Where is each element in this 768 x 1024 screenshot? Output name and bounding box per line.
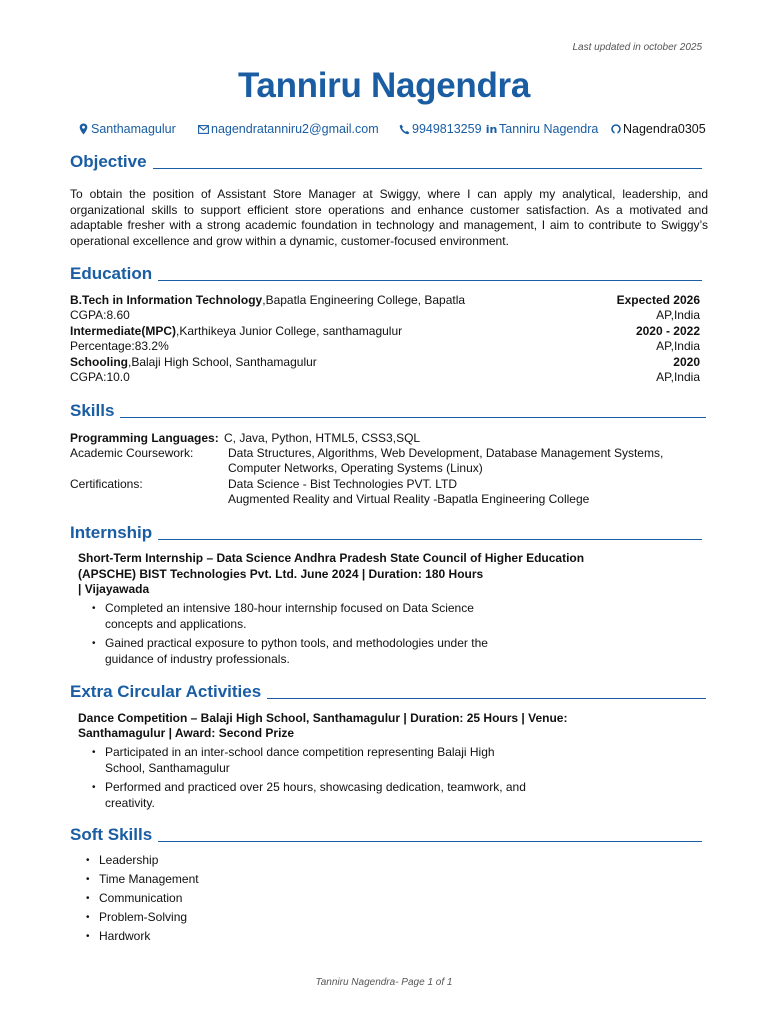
education-entry bbox=[70, 355, 700, 371]
last-updated: Last updated in october 2025 bbox=[572, 42, 702, 53]
education-entry-detail bbox=[70, 308, 700, 324]
education-institution: ,Karthikeya Junior College, santhamagulur bbox=[176, 324, 403, 338]
skills-certification-line: Data Science - Bist Technologies PVT. LTD bbox=[228, 477, 457, 491]
list-item: • Time Management bbox=[86, 872, 386, 888]
education-degree: Schooling bbox=[70, 355, 128, 369]
education-institution-line bbox=[70, 324, 402, 340]
education-location: AP,India bbox=[656, 308, 700, 322]
list-item: • Problem-Solving bbox=[86, 910, 386, 926]
list-item: • Gained practical exposure to python tools, and methodologies under the guidance of industry professionals. bbox=[92, 636, 512, 667]
github-icon bbox=[610, 123, 621, 135]
objective-heading-text: Objective bbox=[70, 152, 147, 171]
skills-heading bbox=[70, 401, 706, 421]
extra-bullets bbox=[92, 745, 532, 815]
page-footer: Tanniru Nagendra- Page 1 of 1 bbox=[315, 977, 453, 988]
skills-coursework-line: Computer Networks, Operating Systems (Linux) bbox=[228, 461, 483, 475]
education-entry-detail bbox=[70, 370, 700, 386]
education-institution: ,Balaji High School, Santhamagulur bbox=[128, 355, 317, 369]
skills-certification-line: Augmented Reality and Virtual Reality -Bapatla Engineering College bbox=[228, 492, 590, 506]
education-institution-line bbox=[70, 293, 465, 309]
internship-title-line: (APSCHE) BIST Technologies Pvt. Ltd. June 2024 | Duration: 180 Hours bbox=[78, 567, 484, 581]
education-date: 2020 bbox=[673, 355, 700, 369]
education-score: CGPA:10.0 bbox=[70, 370, 130, 384]
education-entry bbox=[70, 293, 700, 309]
linkedin-icon: in bbox=[485, 122, 498, 136]
education-date: Expected 2026 bbox=[616, 293, 700, 307]
internship-bullets bbox=[92, 601, 512, 671]
soft-skills-list bbox=[86, 853, 386, 948]
internship-heading-text: Internship bbox=[70, 523, 153, 542]
soft-skills-heading-text: Soft Skills bbox=[70, 825, 153, 844]
list-item: • Leadership bbox=[86, 853, 386, 869]
skills-programming bbox=[70, 431, 420, 447]
objective-text: To obtain the position of Assistant Store Manager at Swiggy, where I can apply my analytical, leadership, and organizational skills to support efficient store operations and enhance customer satisfaction. As a motivated and adaptable fresher with a strong academic foundation in technology and management, I aim to contribute to Swiggy’s operational excellence and grow within a dynamic, customer-focused environment. bbox=[70, 187, 708, 248]
education-entry-detail bbox=[70, 339, 700, 355]
contact-email[interactable] bbox=[198, 122, 379, 136]
email-link[interactable]: nagendratanniru2@gmail.com bbox=[211, 122, 379, 136]
linkedin-link[interactable]: Tanniru Nagendra bbox=[499, 122, 599, 136]
extra-title-line: Santhamagulur | Award: Second Prize bbox=[78, 726, 295, 740]
objective-heading bbox=[70, 152, 702, 172]
list-item: • Performed and practiced over 25 hours, showcasing dedication, teamwork, and creativity. bbox=[92, 780, 532, 811]
education-heading-text: Education bbox=[70, 264, 153, 283]
skills-programming-value: C, Java, Python, HTML5, CSS3,SQL bbox=[224, 431, 421, 445]
skills-heading-text: Skills bbox=[70, 401, 115, 420]
education-institution: ,Bapatla Engineering College, Bapatla bbox=[262, 293, 466, 307]
section-divider bbox=[267, 698, 706, 699]
education-heading bbox=[70, 264, 702, 284]
internship-title-line: Short-Term Internship – Data Science Andhra Pradesh State Council of Higher Education bbox=[78, 551, 585, 565]
candidate-name: Tanniru Nagendra bbox=[237, 66, 531, 105]
map-pin-icon bbox=[78, 123, 89, 135]
education-location: AP,India bbox=[656, 339, 700, 353]
skills-coursework-label: Academic Coursework: bbox=[70, 446, 194, 460]
section-divider bbox=[120, 417, 706, 418]
extra-title-line: Dance Competition – Balaji High School, Santhamagulur | Duration: 25 Hours | Venue: bbox=[78, 711, 568, 725]
skills-certifications-label: Certifications: bbox=[70, 477, 143, 491]
extra-heading bbox=[70, 682, 706, 702]
list-item: • Hardwork bbox=[86, 929, 386, 945]
internship-title-line: | Vijayawada bbox=[78, 582, 150, 596]
list-item: • Participated in an inter-school dance competition representing Balaji High School, Santhamagulur bbox=[92, 745, 532, 776]
education-location: AP,India bbox=[656, 370, 700, 384]
location-text: Santhamagulur bbox=[91, 122, 176, 136]
section-divider bbox=[158, 841, 702, 842]
education-score: CGPA:8.60 bbox=[70, 308, 130, 322]
soft-skills-heading bbox=[70, 825, 702, 845]
envelope-icon bbox=[198, 123, 209, 135]
github-link[interactable]: Nagendra0305 bbox=[623, 122, 706, 136]
list-item: • Communication bbox=[86, 891, 386, 907]
extra-heading-text: Extra Circular Activities bbox=[70, 682, 262, 701]
phone-icon bbox=[399, 123, 410, 135]
section-divider bbox=[153, 168, 702, 169]
education-date: 2020 - 2022 bbox=[635, 324, 700, 338]
contact-phone[interactable] bbox=[399, 122, 482, 136]
education-institution-line bbox=[70, 355, 317, 371]
list-item: • Completed an intensive 180-hour internship focused on Data Science concepts and applications. bbox=[92, 601, 512, 632]
contact-github[interactable] bbox=[610, 122, 706, 136]
contact-location bbox=[78, 122, 176, 136]
education-entry bbox=[70, 324, 700, 340]
education-score: Percentage:83.2% bbox=[70, 339, 169, 353]
skills-coursework-line: Data Structures, Algorithms, Web Development, Database Management Systems, bbox=[228, 446, 664, 460]
internship-heading bbox=[70, 523, 702, 543]
phone-link[interactable]: 9949813259 bbox=[412, 122, 482, 136]
section-divider bbox=[158, 280, 702, 281]
education-degree: Intermediate(MPC) bbox=[70, 324, 177, 338]
education-degree: B.Tech in Information Technology bbox=[70, 293, 263, 307]
section-divider bbox=[158, 539, 702, 540]
contact-linkedin[interactable] bbox=[486, 122, 598, 136]
skills-programming-label: Programming Languages: bbox=[70, 431, 219, 445]
